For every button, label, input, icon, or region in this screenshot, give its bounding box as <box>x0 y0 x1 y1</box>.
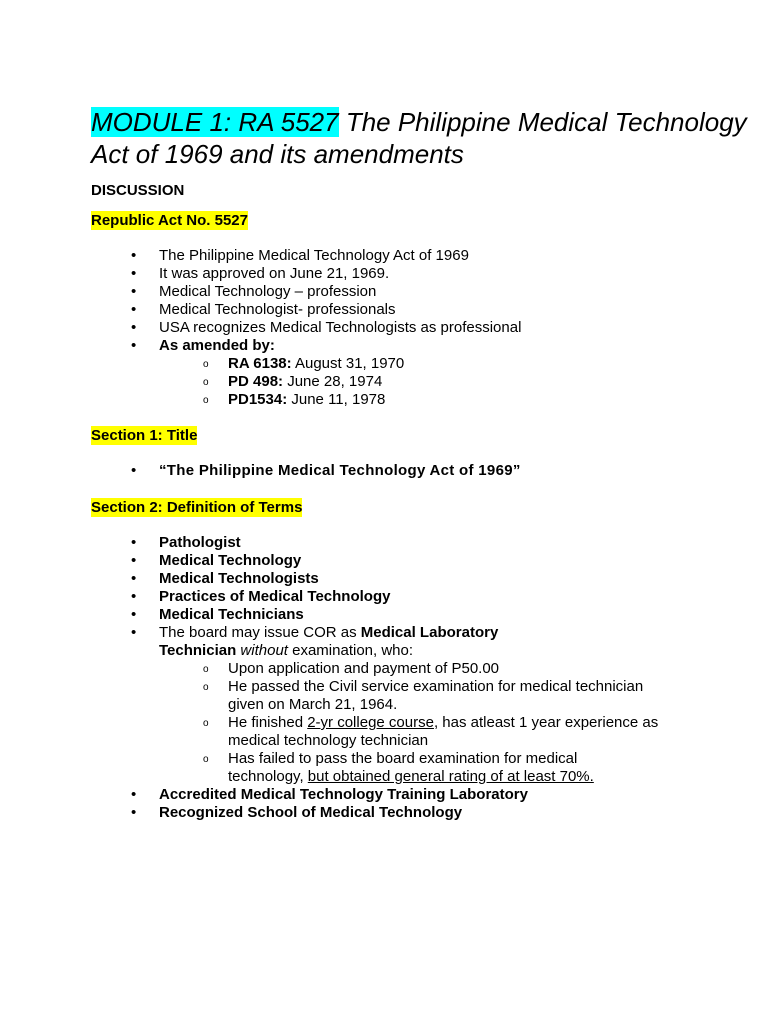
board-italic: without <box>240 642 288 659</box>
bullet-icon: • <box>131 552 137 569</box>
bullet-icon: • <box>131 265 137 282</box>
bullet-icon: • <box>131 804 137 821</box>
board-bold: Medical Laboratory Technician <box>159 624 499 659</box>
condition-text: He finished <box>228 714 308 731</box>
section-title-heading: Section 1: Title <box>91 427 198 444</box>
circle-bullet-icon: o <box>203 395 209 406</box>
list-item <box>0 319 679 337</box>
circle-bullet-icon: o <box>203 682 209 693</box>
list-item <box>0 660 688 678</box>
list-item <box>0 283 679 301</box>
list-item <box>0 355 688 373</box>
bullet-icon: • <box>131 624 137 641</box>
list-item-text: Medical Technologist- professionals <box>159 301 396 318</box>
list-item <box>0 714 668 750</box>
circle-bullet-icon: o <box>203 359 209 370</box>
board-text: The board may issue COR as <box>159 624 361 641</box>
bullet-icon: • <box>131 462 137 479</box>
condition-underlined: but obtained general rating of at least 70%. <box>307 768 594 785</box>
circle-bullet-icon: o <box>203 664 209 675</box>
bullet-icon: • <box>131 337 137 354</box>
amendment-law: PD 498: <box>228 373 284 390</box>
bullet-icon: • <box>131 606 137 623</box>
amendment-date: June 28, 1974 <box>283 373 383 390</box>
circle-bullet-icon: o <box>203 377 209 388</box>
condition-text: , has atleast 1 year experience as medical technology technician <box>228 714 659 749</box>
discussion-heading: DISCUSSION <box>91 182 185 199</box>
definition-terms-list <box>0 534 679 822</box>
list-item-text: Medical Technology – profession <box>159 283 377 300</box>
list-item <box>0 373 688 391</box>
list-item-text: The Philippine Medical Technology Act of 1969 <box>159 247 469 264</box>
amendment-law: RA 6138: <box>228 355 292 372</box>
bullet-icon: • <box>131 247 137 264</box>
term: Recognized School of Medical Technology <box>159 804 463 821</box>
bullet-icon: • <box>131 283 137 300</box>
term: Medical Technologists <box>159 570 319 587</box>
amendment-date: June 11, 1978 <box>287 391 386 408</box>
section-republic-act: Republic Act No. 5527 <box>91 212 248 229</box>
list-item <box>0 624 659 786</box>
bullet-icon: • <box>131 570 137 587</box>
list-item-text: USA recognizes Medical Technologists as professional <box>159 319 522 336</box>
condition-text: Has failed to pass the board examination for medical technology, <box>228 750 578 785</box>
amendment-list <box>159 355 679 409</box>
bullet-icon: • <box>131 319 137 336</box>
list-item <box>0 606 679 624</box>
term: Medical Technicians <box>159 606 304 623</box>
list-item <box>0 804 679 822</box>
condition-text: He passed the Civil service examination for medical technician given on March 21, 1964. <box>228 678 644 713</box>
list-item <box>0 786 679 804</box>
term: Medical Technology <box>159 552 302 569</box>
amended-label: As amended by: <box>159 337 275 354</box>
list-item <box>0 588 679 606</box>
act-title-quote: “The Philippine Medical Technology Act of 1969” <box>159 462 521 479</box>
list-item <box>0 391 688 409</box>
circle-bullet-icon: o <box>203 718 209 729</box>
board-text-end: examination, who: <box>287 642 414 659</box>
amendment-date: August 31, 1970 <box>291 355 405 372</box>
list-item <box>0 301 679 319</box>
amendment-law: PD1534: <box>228 391 288 408</box>
condition-text: Upon application and payment of P50.00 <box>228 660 500 677</box>
module-highlight: MODULE 1: RA 5527 <box>91 107 339 137</box>
list-item <box>0 570 679 588</box>
republic-act-list <box>0 247 679 409</box>
list-item <box>0 265 679 283</box>
list-item-text: It was approved on June 21, 1969. <box>159 265 390 282</box>
term: Practices of Medical Technology <box>159 588 391 605</box>
list-item <box>0 462 679 480</box>
bullet-icon: • <box>131 588 137 605</box>
condition-underlined: 2-yr college course <box>307 714 434 731</box>
section-definition-heading: Section 2: Definition of Terms <box>91 499 303 516</box>
section-1-list <box>0 462 679 480</box>
page-title <box>91 106 751 170</box>
bullet-icon: • <box>131 786 137 803</box>
title-rest: The Philippine Medical Technology Act of 1969 and its amendments <box>91 107 747 169</box>
list-item <box>0 750 618 786</box>
list-item <box>0 534 679 552</box>
conditions-list <box>159 660 659 786</box>
circle-bullet-icon: o <box>203 754 209 765</box>
list-item <box>0 552 679 570</box>
bullet-icon: • <box>131 534 137 551</box>
list-item <box>0 678 658 714</box>
term: Pathologist <box>159 534 241 551</box>
term: Accredited Medical Technology Training Laboratory <box>159 786 528 803</box>
list-item <box>0 337 679 409</box>
list-item <box>0 247 679 265</box>
bullet-icon: • <box>131 301 137 318</box>
